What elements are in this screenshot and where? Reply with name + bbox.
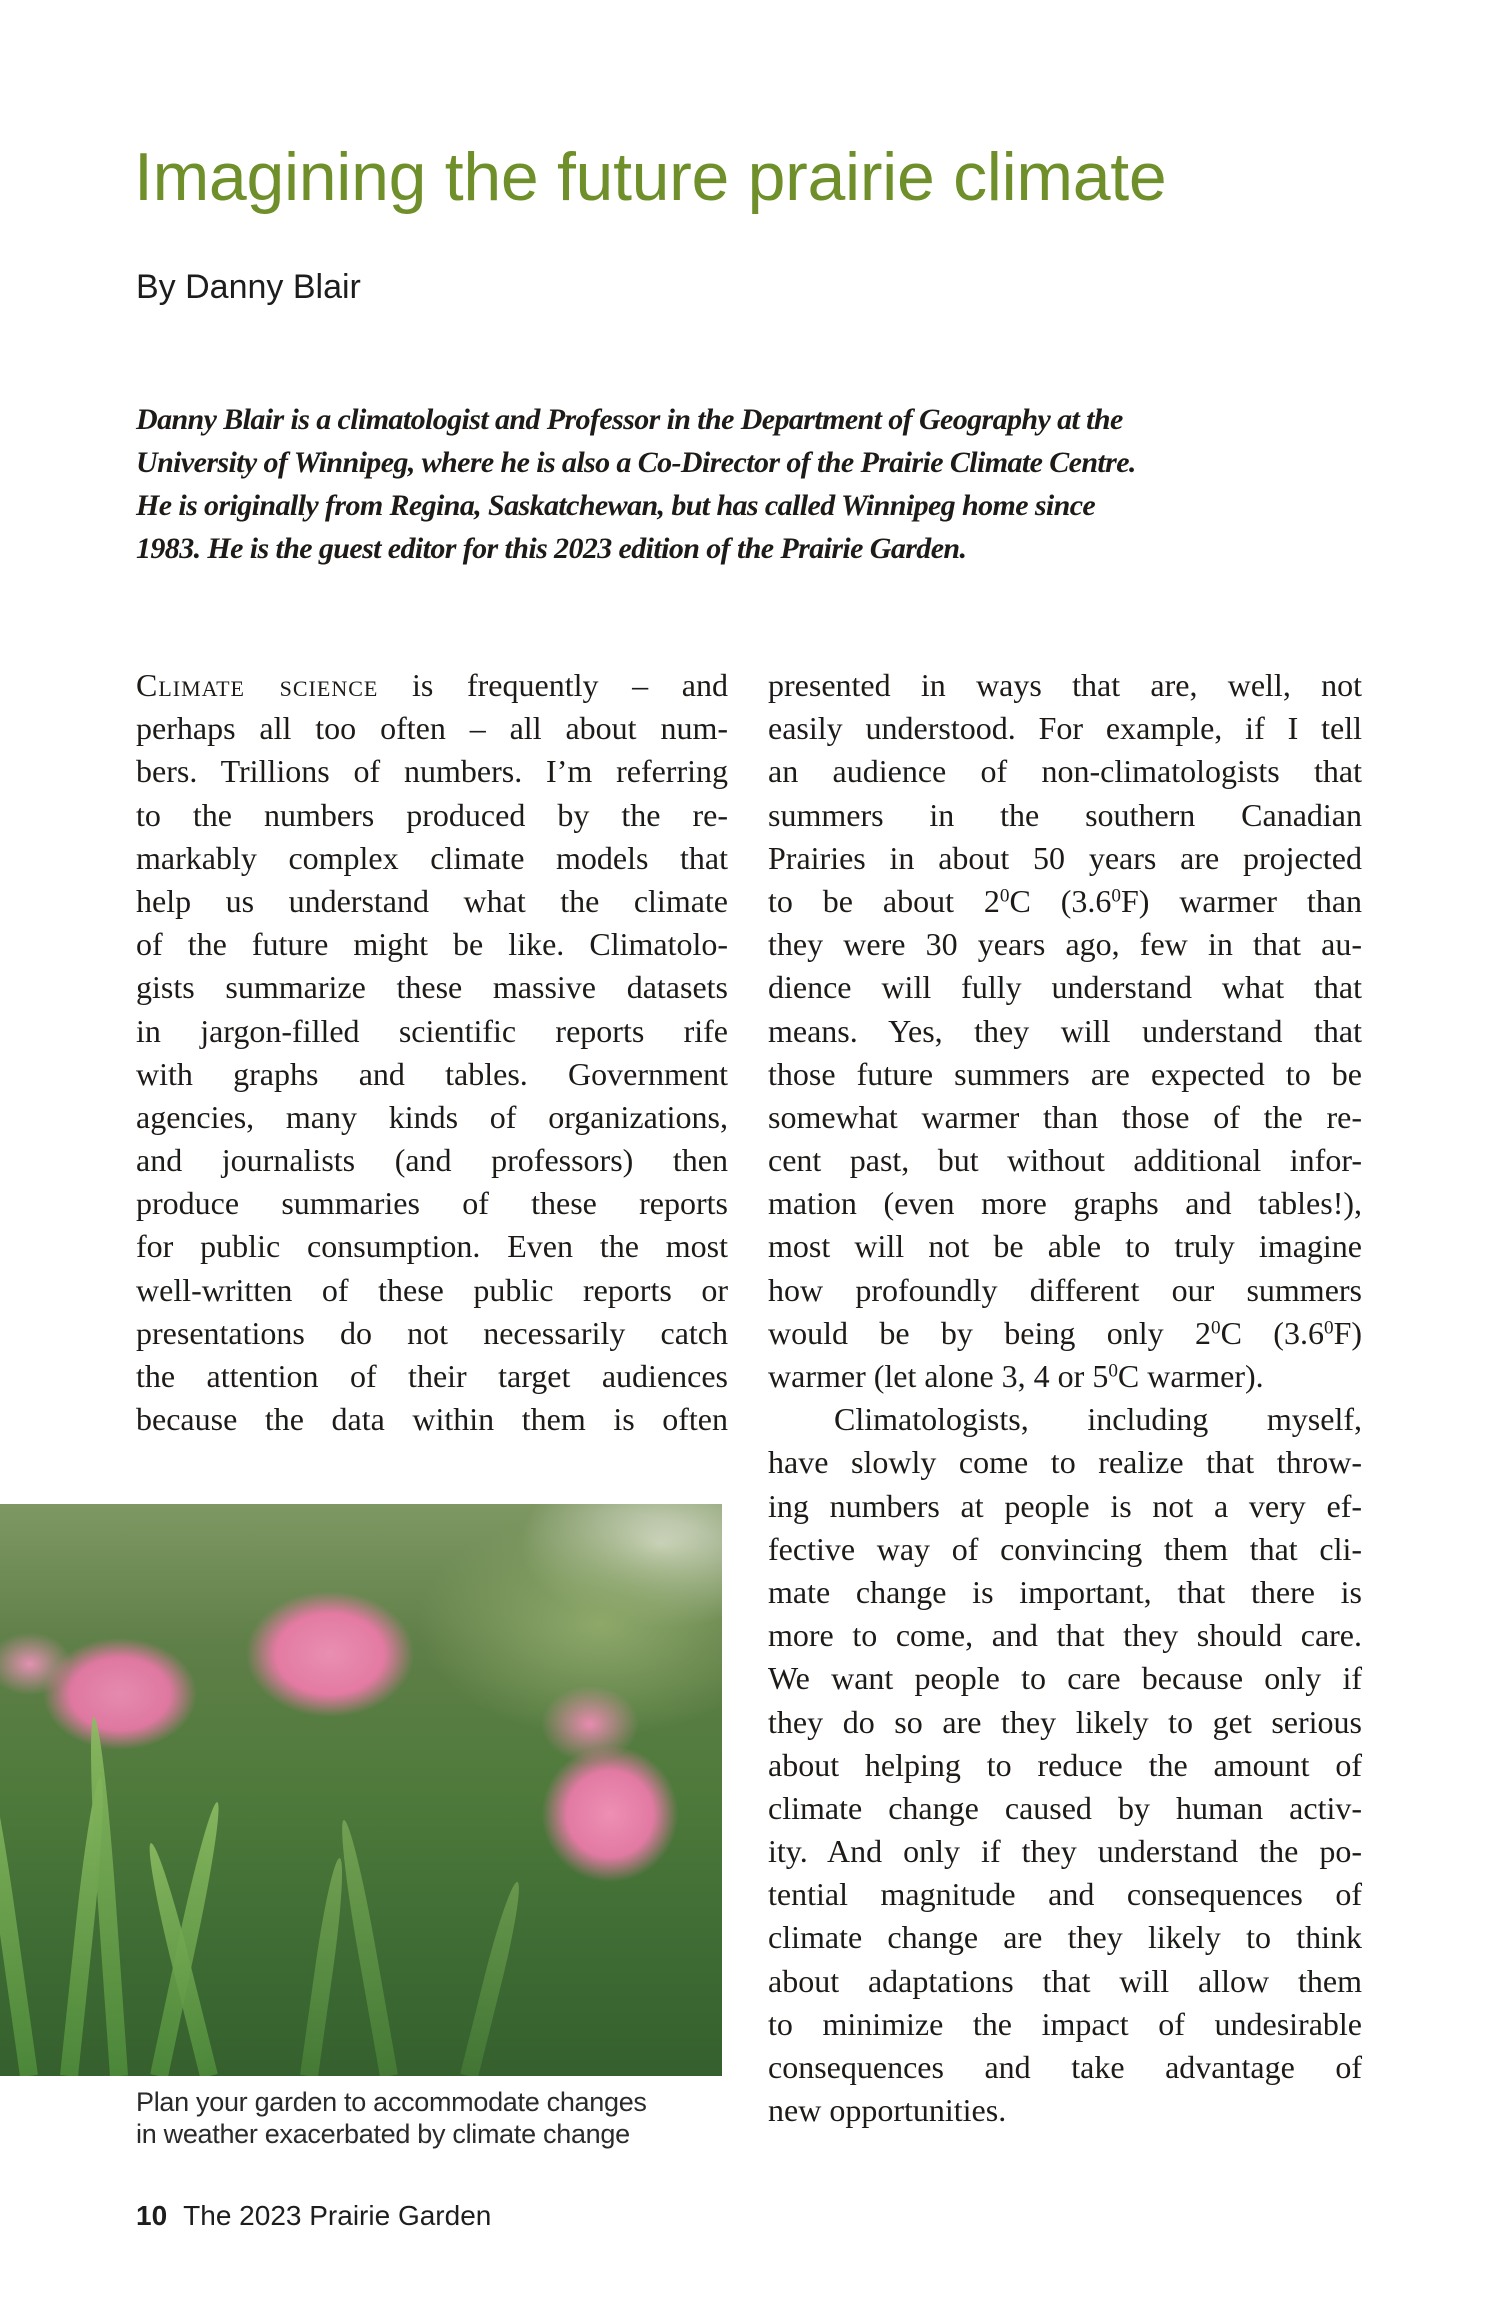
body-column-right (768, 664, 1362, 2132)
body-line: agencies, many kinds of organizations, (136, 1098, 728, 1135)
body-line: they were 30 years ago, few in that au- (768, 926, 1362, 963)
lead-in-smallcaps: Climate science (136, 667, 379, 703)
body-line: dience will fully understand what that (768, 969, 1362, 1006)
body-line: Climate science is frequently – and (136, 667, 728, 703)
body-line: ing numbers at people is not a very ef- (768, 1487, 1362, 1524)
article-title: Imagining the future prairie climate (134, 139, 1167, 215)
body-line: an audience of non-climatologists that (768, 753, 1362, 790)
body-line: of the future might be like. Climatolo- (136, 926, 728, 963)
body-line: presented in ways that are, well, not (768, 667, 1362, 703)
body-line: most will not be able to truly imagine (768, 1228, 1362, 1265)
body-line: perhaps all too often – all about num- (136, 710, 728, 747)
body-line: those future summers are expected to be (768, 1055, 1362, 1092)
photo-caption (136, 2086, 736, 2150)
leaf-shape (150, 1800, 226, 2076)
body-line: with graphs and tables. Government (136, 1055, 728, 1092)
body-line: gists summarize these massive datasets (136, 969, 728, 1006)
body-line: how profoundly different our summers (768, 1271, 1362, 1308)
lily-garden-photo (0, 1504, 722, 2076)
body-line: new opportunities. (768, 2092, 1007, 2129)
body-line: well-written of these public reports or (136, 1271, 728, 1308)
body-line: to minimize the impact of undesirable (768, 2005, 1362, 2042)
body-line: climate change are they likely to think (768, 1919, 1362, 1956)
caption-line: Plan your garden to accommodate changes (136, 2087, 647, 2117)
leaf-shape (460, 1880, 526, 2076)
body-line: mation (even more graphs and tables!), (768, 1185, 1362, 1222)
body-line: would be by being only $2^0C$ $(3.6^0F)$ (768, 1314, 1363, 1351)
body-line: to be about $2^0C$ $(3.6^0F)$ warmer than (768, 882, 1363, 919)
body-line: Prairies in about 50 years are projected (768, 839, 1362, 876)
body-line: easily understood. For example, if I tell (768, 710, 1362, 747)
body-line: help us understand what the climate (136, 882, 728, 919)
publication-name: The 2023 Prairie Garden (183, 2200, 492, 2231)
body-line: fective way of convincing them that cli- (768, 1530, 1362, 1567)
leaf-shape (335, 1818, 398, 2076)
body-line: markably complex climate models that (136, 839, 728, 876)
leaf-shape (300, 1857, 348, 2076)
body-line: about adaptations that will allow them (768, 1962, 1362, 1999)
body-line: means. Yes, they will understand that (768, 1012, 1362, 1049)
bio-line: Danny Blair is a climatologist and Professor in the Department of Geography at the (136, 403, 1123, 436)
body-line: consequences and take advantage of (768, 2049, 1362, 2085)
body-line: mate change is important, that there is (768, 1573, 1362, 1610)
bio-line: 1983. He is the guest editor for this 2023 edition of the Prairie Garden. (136, 532, 967, 565)
body-line: bers. Trillions of numbers. I’m referring (136, 753, 728, 790)
body-line: Climatologists, including myself, (834, 1401, 1362, 1438)
author-bio (136, 398, 1366, 570)
body-line: climate change caused by human activ- (768, 1789, 1362, 1826)
body-line: have slowly come to realize that throw- (768, 1444, 1362, 1481)
body-line: warmer (let alone 3, 4 or $5^0C$ warmer). (768, 1358, 1264, 1394)
leaf-shape (0, 1748, 38, 2076)
byline: By Danny Blair (136, 268, 361, 306)
body-line: the attention of their target audiences (136, 1358, 728, 1394)
body-column-left (136, 664, 728, 1441)
body-line: summers in the southern Canadian (768, 796, 1362, 833)
bio-line: He is originally from Regina, Saskatchewan, but has called Winnipeg home since (136, 489, 1096, 522)
body-line: for public consumption. Even the most (136, 1228, 728, 1265)
body-line: cent past, but without additional infor- (768, 1142, 1362, 1179)
bio-line: University of Winnipeg, where he is also a Co-Director of the Prairie Climate Centre. (136, 446, 1136, 479)
body-line: and journalists (and professors) then (136, 1142, 728, 1179)
body-line: about helping to reduce the amount of (768, 1746, 1362, 1783)
body-line: to the numbers produced by the re- (136, 796, 728, 833)
body-line: presentations do not necessarily catch (136, 1314, 728, 1351)
page-footer (136, 2200, 491, 2232)
body-line: ity. And only if they understand the po- (768, 1833, 1362, 1870)
body-line: produce summaries of these reports (136, 1185, 728, 1222)
body-line: they do so are they likely to get serious (768, 1703, 1362, 1740)
body-line: tential magnitude and consequences of (768, 1876, 1362, 1913)
body-line: in jargon-filled scientific reports rife (136, 1012, 728, 1049)
body-line: We want people to care because only if (768, 1660, 1362, 1697)
body-line: more to come, and that they should care. (768, 1617, 1362, 1654)
body-line: somewhat warmer than those of the re- (768, 1098, 1362, 1135)
caption-line: in weather exacerbated by climate change (136, 2119, 630, 2149)
page-number: 10 (136, 2200, 168, 2231)
body-line: because the data within them is often (136, 1401, 728, 1438)
